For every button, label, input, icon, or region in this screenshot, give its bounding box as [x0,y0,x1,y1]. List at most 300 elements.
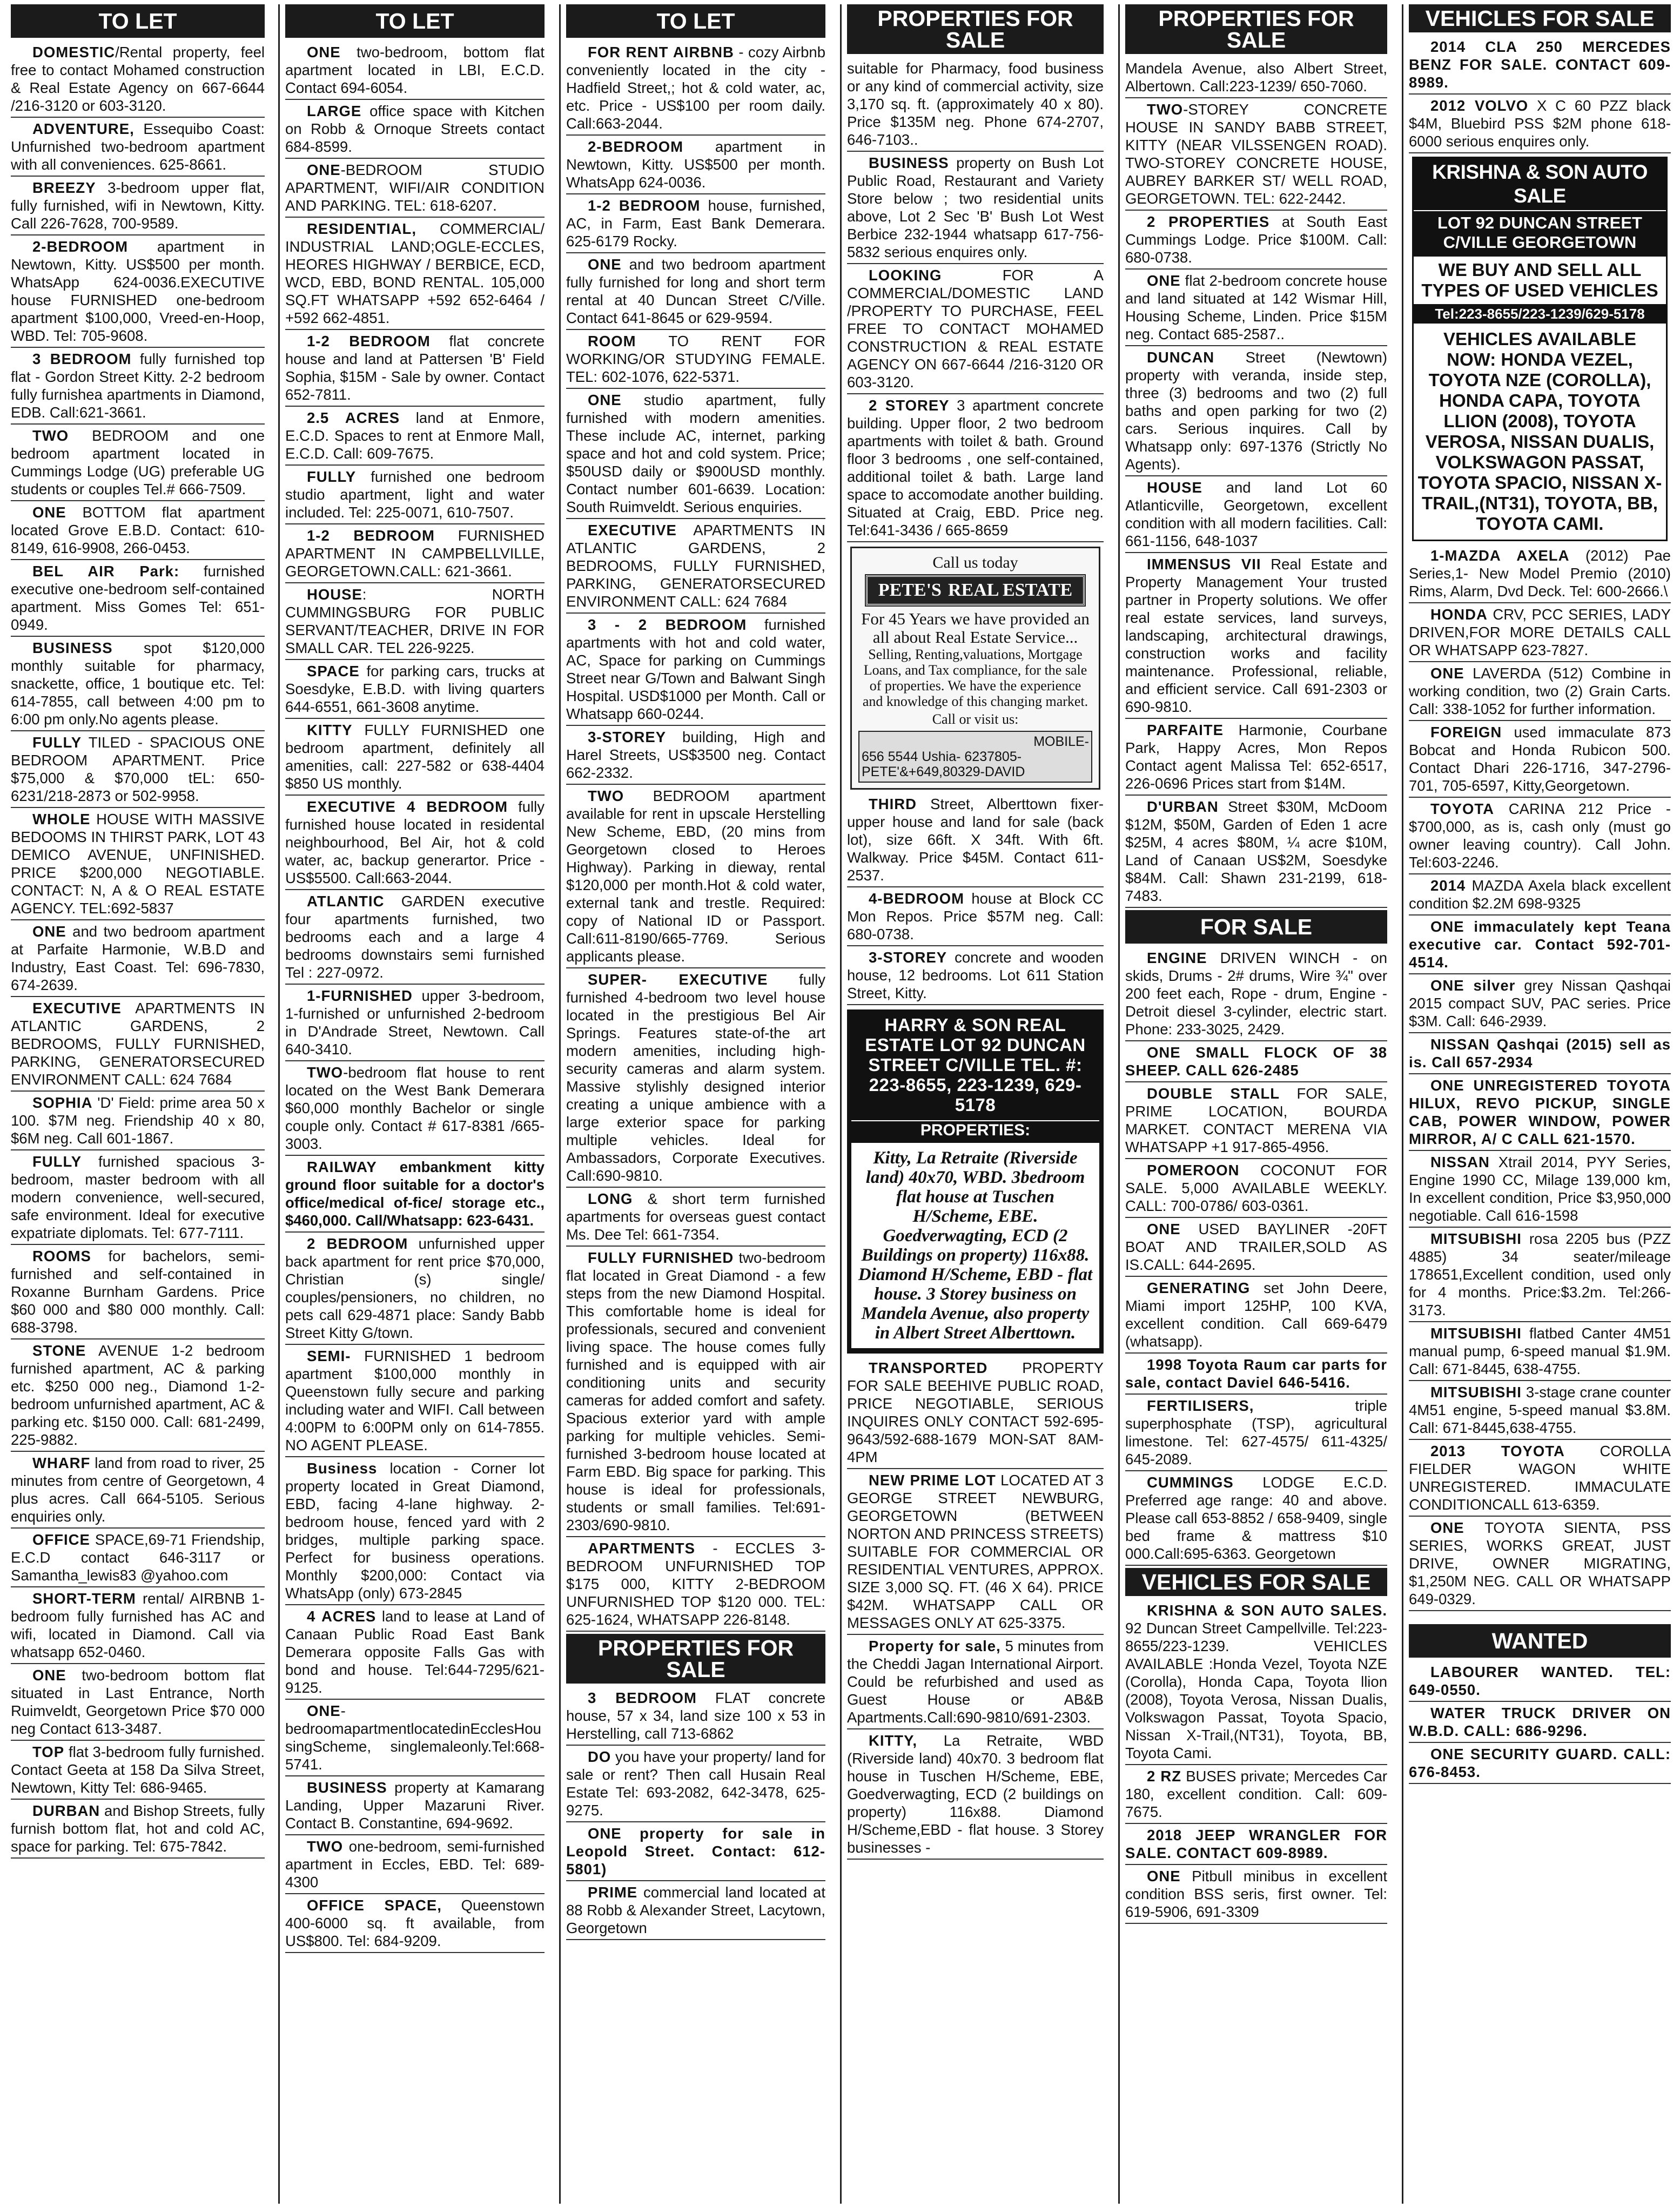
ad-keyword: 2.5 ACRES [307,409,400,426]
column-1 [5,4,270,2204]
ad-text: DRIVEN WINCH - on skids, Drums - 2# drums, Wire ¾" over 200 feet each, Rope - drum, Engine - Detroit diesel 3-cylinder, electric start. Phone: 233-3025, 2429. [1125,950,1387,1038]
classified-ad [11,999,265,1092]
ad-keyword: SEMI- [307,1348,351,1364]
ad-keyword: TOP [32,1743,65,1760]
ad-text: triple superphosphate (TSP), agricultural limestone. Tel: 627-4575/ 611-4325/ 645-2089. [1125,1397,1387,1467]
classified-ad [11,1454,265,1529]
ad-text: APARTMENTS IN ATLANTIC GARDENS, 2 BEDROOMS, FULLY FURNISHED, PARKING, GENERATORSECURED ENVIRONMENT CALL: 624 7684 [11,1000,265,1088]
ad-keyword: APARTMENTS [588,1540,695,1557]
ad-keyword: DURBAN [32,1802,100,1819]
petes-visit: Call or visit us: [932,711,1019,727]
ad-keyword: FOREIGN [1430,724,1502,741]
ad-text: used immaculate 873 Bobcat and Honda Rubicon 500. Contact Dhari 226-1716, 347-2796-701, 705-6597, Kitty,Georgetown. [1409,724,1671,794]
classified-ad [1409,877,1671,915]
classified-ad [566,1249,825,1537]
classified-ad [285,468,545,524]
classified-ad [285,1235,545,1345]
ad-keyword: ONE [307,44,341,60]
classified-ad [1409,1745,1671,1784]
ad-text: COROLLA FIELDER WAGON WHITE UNREGISTERED. IMMACULATE CONDITIONCALL 613-6359. [1409,1443,1671,1513]
ad-text: suitable for Pharmacy, food business or any kind of commercial activity, size 3,170 sq. ft. (approximately 40 x 80). Price $135M neg. Phone 674-2707, 646-7103.. [847,60,1104,148]
ad-keyword: IMMENSUS VII [1147,556,1261,573]
ad-keyword: HOUSE [1147,479,1202,496]
ad-text: FURNISHED 1 bedroom apartment $100,000 monthly in Queenstown fully secure and parking including water and WIFI. Call between 4:00PM to 6:00PM only on 614-7855. NO AGENT PLEASE. [285,1348,545,1453]
ad-keyword: DO [588,1748,611,1765]
ad-keyword: EXECUTIVE [588,522,677,538]
ad-text: and Bishop Streets, fully furnish bottom flat, hot and cold AC, space for parking. Tel: 675-7842. [11,1802,265,1855]
classified-ad [847,59,1104,152]
ad-keyword: Business [307,1460,378,1477]
ad-keyword: ROOM [588,333,636,349]
classified-ad [847,154,1104,264]
ad-text: CARINA 212 Price - $700,000, as is, cash only (must go owner leaving country). Call John. Tel:603-2246. [1409,800,1671,871]
ad-keyword: LONG [588,1190,633,1207]
ad-text: AVENUE 1-2 bedroom furnished apartment, AC & parking etc. $250 000 neg., Diamond 1-2-bedroom unfurnished apartment, AC & parking etc. $150 000. Call: 681-2499, 225-9882. [11,1342,265,1448]
ad-keyword: KITTY, [869,1732,918,1749]
ad-text: for bachelors, semi-furnished and self-contained in Roxanne Burnham Gardens. Price $60 000 and $80 000 monthly. Call: 688-3798. [11,1248,265,1336]
ad-text: fully furnished house located in residental neighbourhood, Bel Air, hot & cold water, ac, backup generartor. Price - US$5500. Call:663-2044. [285,798,545,886]
ad-keyword: GENERATING [1147,1280,1251,1296]
ad-text: X C 60 PZZ black $4M, Bluebird PSS $2M phone 618-6000 serious enquires only. [1409,97,1671,150]
ad-keyword: ONE SECURITY GUARD. CALL: 676-8453. [1409,1746,1671,1780]
ad-keyword: BUSINESS [32,639,113,656]
section-header-wanted: WANTED [1409,1624,1671,1658]
classified-ad [1409,1324,1671,1381]
ad-text: flatbed Canter 4M51 manual pump, 6-speed manual $1.9M. Call: 671-8445, 638-4755. [1409,1325,1671,1377]
column-4 [840,4,1109,2204]
classified-ad [11,923,265,997]
classified-ad [566,971,825,1188]
ad-keyword: TWO [32,427,69,444]
ad-text: LAVERDA (512) Combine in working condition, two (2) Grain Carts. Call: 338-1052 for further information. [1409,665,1671,717]
ad-keyword: 2-BEDROOM [588,138,684,155]
ad-keyword: CUMMINGS [1147,1474,1234,1491]
ad-text: BUSES private; Mercedes Car 180, excellent condition. Call: 609-7675. [1125,1768,1388,1820]
ad-keyword: 1-2 BEDROOM [307,527,435,544]
classified-ad [11,120,265,177]
classified-ad [1125,1161,1387,1218]
krishna-address: LOT 92 DUNCAN STREET C/VILLE GEORGETOWN [1414,210,1666,257]
ad-keyword: ONE [32,1667,66,1684]
classified-ad [847,795,1104,887]
petes-contact-box [858,731,1092,783]
ad-text: -bedroom flat house to rent located on the West Bank Demerara $60,000 monthly Bachelor or single couple only. Contact # 617-8381 /665-3003. [285,1064,545,1152]
classified-ad [1409,1519,1671,1611]
ad-text: CRV, PCC SERIES, LADY DRIVEN,FOR MORE DETAILS CALL OR WHATSAPP 623-7827. [1409,606,1671,658]
classified-ad [285,102,545,159]
ad-text: FLAT concrete house, 57 x 34, land size 100 x 53 in Herstelling, call 713-6862 [566,1689,826,1742]
classified-ad [566,1748,825,1822]
ad-text: house at Block CC Mon Repos. Price $57M neg. Call: 680-0738. [847,890,1104,943]
ad-text: land from road to river, 25 minutes from centre of Georgetown, 4 plus acres. Call 664-5105. Serious enquiries only. [11,1455,265,1525]
ad-keyword: THIRD [869,796,917,812]
section-header-properties-for-sale: PROPERTIES FOR SALE [847,4,1104,54]
ad-keyword: ONE [307,1702,341,1719]
ad-keyword: KRISHNA & SON AUTO SALES. [1147,1602,1387,1619]
classified-ad [11,43,265,118]
ad-list [11,43,265,1859]
classified-ad [11,1666,265,1741]
classified-ad [11,1590,265,1664]
classified-ad [285,662,545,719]
ad-text: 5 minutes from the Cheddi Jagan International Airport. Could be refurbished and used as Guest House or AB&B Apartments.Call:690-9810/691-2303. [847,1638,1104,1726]
classified-ad [1409,664,1671,721]
ad-text: flat 2-bedroom concrete house and land situated at 142 Wismar Hill, Housing Scheme, Linden. Price $15M neg. Contact 685-2587.. [1125,272,1387,342]
ad-text: LODGE E.C.D. Preferred age range: 40 and above. Please call 653-8852 / 658-9409, single bed frame & mattress $10 000.Call:695-6363. Georgetown [1125,1474,1387,1562]
ad-text: COCONUT FOR SALE. 5,000 AVAILABLE WEEKLY. CALL: 700-0786/ 603-0361. [1125,1162,1387,1214]
ad-text: flat 3-bedroom fully furnished. Contact Geeta at 158 Da Silva Street, Newtown, Kitty Tel: 686-9465. [11,1743,265,1796]
classified-ad [1125,949,1387,1041]
petes-line1: For 45 Years we have provided an all about Real Estate Service... [861,609,1090,647]
ad-text: -BEDROOM STUDIO APARTMENT, WIFI/AIR CONDITION AND PARKING. TEL: 618-6207. [285,161,545,214]
ad-keyword: TRANSPORTED [869,1359,988,1376]
ad-text: 92 Duncan Street Campellville. Tel:223-8655/223-1239. VEHICLES AVAILABLE :Honda Vezel, Toyota NZE (Corolla), Honda Capa, Toyota llion (2008), Toyota Verosa, Nissan Dualis, Volkswagon Passat, Toyota Spacio, Nissan X-Trail,(NT31), Toyota, BB, Toyota Cami. [1125,1620,1387,1761]
ad-text: furnished spacious 3-bedroom, master bedroom with all modern convenience, well-secured, safe environment. Ideal for executive expatriate diplomats. Tel: 677-7111. [11,1153,265,1241]
ad-keyword: Property for sale, [869,1638,1001,1654]
classified-ad [11,179,265,235]
ad-text: embankment kitty ground floor suitable for a doctor's office/medical of-fice/ storage etc., $460,000. Call/Whatsapp: 623-6431. [285,1159,545,1229]
ad-text: set John Deere, Miami import 125HP, 100 KVA, excellent condition. Call 669-6479 (whatsapp). [1125,1280,1387,1350]
petes-call: Call us today [932,554,1018,571]
ad-keyword: 4-BEDROOM [869,890,965,907]
ad-text: Queenstown 400-6000 sq. ft available, from US$800. Tel: 684-9209. [285,1897,545,1949]
ad-text: studio apartment, fully furnished with modern amenities. These include AC, internet, parking space and hot and cold system. Price; $50USD daily or $900USD monthly. Contact number 601-6639. Location: South Ruimveldt. Serious enquiries. [566,392,825,515]
ad-text: and two bedroom apartment fully furnished for long and short term rental at 40 Duncan Street C/Ville. Contact 641-8645 or 629-9594. [566,256,825,326]
ad-keyword: ONE [32,504,66,521]
ad-keyword: 2 BEDROOM [307,1235,408,1252]
classified-ad [566,1190,825,1247]
classified-ad [1125,1767,1387,1824]
classified-ad [566,1539,825,1632]
ad-text: 'D' Field: prime area 50 x 100. $7M neg. Friendship 40 x 80, $6M neg. Call 601-1867. [11,1094,265,1147]
classified-ad [847,1732,1104,1860]
classified-ad [11,1531,265,1587]
ad-text: furnished executive one-bedroom self-contained apartment. Miss Gomes Tel: 651-0949. [11,563,265,633]
ad-keyword: NEW PRIME LOT [869,1472,996,1489]
ad-keyword: BUSINESS [869,154,949,171]
classified-ad [1409,1076,1671,1151]
ad-keyword: ONE [1430,665,1464,682]
ad-text: COMMERCIAL/ INDUSTRIAL LAND;OGLE-ECCLES, HEORES HIGHWAY / BERBICE, ECD, WCD, EBD, BOND RENTAL. 105,000 SQ.FT WHATSAPP +592 652-6464 / +592 662-4851. [285,220,545,326]
ad-keyword: KITTY [307,722,353,738]
ad-keyword: TWO [588,787,624,804]
ad-keyword: 2 STOREY [869,397,950,414]
ad-keyword: 3 - 2 BEDROOM [588,616,747,633]
ad-keyword: 2014 [1430,877,1466,894]
classified-ad [566,728,825,785]
ad-text: and land Lot 60 Atlanticville, Georgetown, excellent condition with all modern facilities. Call: 661-1156, 648-1037 [1125,479,1387,549]
ad-text: FOR A COMMERCIAL/DOMESTIC LAND /PROPERTY TO PURCHASE, FEEL FREE TO CONTACT MOHAMED CONSTRUCTION & REAL ESTATE AGENCY ON 667-6644 /216-3120 OR 603-3120. [847,267,1104,391]
classified-ad [285,409,545,466]
ad-keyword: ATLANTIC [307,893,385,910]
classified-ad [11,1743,265,1800]
classified-ad [1409,97,1671,153]
section-header-to-let: TO LET [11,4,265,38]
classified-ad [1125,1397,1387,1471]
classified-ad [11,427,265,501]
section-header-properties-for-sale: PROPERTIES FOR SALE [1125,4,1387,54]
ad-keyword: ONE [307,161,341,178]
classified-ad [285,798,545,890]
ad-keyword: LARGE [307,103,362,119]
ad-text: BEDROOM apartment available for rent in upscale Herstelling New Scheme, EBD, (20 mins from Georgetown closed to Heroes Highway). Parking in dieway, rental $120,000 per month.Hot & cold water, external tank and trestle. Required: copy of National ID or Passport. Call:611-8190/665-7769. Serious applicants please. [566,787,825,965]
petes-real-estate-ad [850,547,1100,790]
ad-list [1125,949,1387,1566]
classified-ad [1125,1279,1387,1354]
ad-text: -bedroomapartmentlocatedinEcclesHousingScheme, singlemaleonly.Tel:668-5741. [285,1702,545,1773]
classified-ad [1125,100,1387,211]
ad-keyword: 3 BEDROOM [588,1689,697,1706]
ad-keyword: MITSUBISHI [1430,1325,1522,1342]
ad-list [1409,1663,1671,1784]
classified-ad [847,890,1104,946]
ad-list [847,1359,1104,1860]
classified-ad [566,332,825,389]
harry-properties: Kitty, La Retraite (Riverside land) 40x70, WBD. 3bedroom flat house at Tuschen H/Scheme, EBE. Goedverwagting, ECD (2 Buildings on property) 116x88. Diamond H/Scheme, EBD - flat house. 3 Storey business on Mandela Avenue, also property in Albert Street Alberttown. [851,1143,1099,1348]
ad-keyword: SUPER- EXECUTIVE [588,971,768,988]
ad-keyword: 2-BEDROOM [32,238,129,255]
ad-text: commercial land located at 88 Robb & Alexander Street, Lacytown, Georgetown [566,1884,826,1936]
ad-text: concrete and wooden house, 12 bedrooms. Lot 611 Station Street, Kitty. [847,949,1104,1001]
ad-keyword: FULLY [307,468,357,485]
ad-keyword: 2012 VOLVO [1430,97,1529,114]
ad-text: house, furnished, AC, in Farm, East Bank Demerara. 625-6179 Rocky. [566,197,826,250]
petes-phones: 656 5544 Ushia- 6237805- [862,749,1022,764]
ad-text: flat concrete house and land at Pattersen 'B' Field Sophia, $15M - Sale by owner. Contact 652-7811. [285,333,545,403]
classified-ad [566,197,825,253]
classified-ad [1125,348,1387,476]
classified-ad [566,391,825,519]
ad-text: - ECCLES 3-BEDROOM UNFURNISHED TOP $175 000, KITTY 2-BEDROOM UNFURNISHED TOP $120 000. TEL: 625-1624, WHATSAPP 226-8148. [566,1540,825,1628]
petes-logo-name: PETE'S [878,580,942,600]
ad-text: BOTTOM flat apartment located Grove E.B.D. Contact: 610-8149, 616-9908, 266-0453. [11,504,265,556]
classified-ad [285,1459,545,1605]
section-header-to-let: TO LET [285,4,545,38]
ad-text: you have your property/ land for sale or rent? Then call Husain Real Estate Tel: 693-2082, 642-3478, 625-9275. [566,1748,825,1819]
ad-text: TILED - SPACIOUS ONE BEDROOM APARTMENT. Price $75,000 & $70,000 tEL: 650-6231/218-2873 or 502-9958. [11,734,265,804]
classified-ad [285,1779,545,1835]
ad-keyword: NISSAN [1430,1154,1490,1170]
ad-keyword: 2 RZ [1147,1768,1182,1785]
classified-ad [1409,1230,1671,1322]
ad-text: Xtrail 2014, PYY Series, Engine 1990 CC, Milage 139,000 km, In excellent condition, Price $3,950,000 negotiable. Call 616-1598 [1409,1154,1671,1224]
classified-ad [566,1883,825,1940]
ad-list [847,795,1104,1005]
classified-ad [1125,213,1387,270]
section-header-for-sale: FOR SALE [1125,910,1387,944]
ad-keyword: NISSAN Qashqai (2015) sell as is. Call 657-2934 [1409,1036,1671,1071]
classified-ad [285,585,545,660]
ad-keyword: RESIDENTIAL, [307,220,416,237]
ad-text: two-bedroom flat located in Great Diamond - a few steps from the new Diamond Hospital. This comfortable home is ideal for professionals, secured and convenient living space. The house comes fully furnished and is equipped with air conditioning units and security cameras for added comfort and safety. Spacious exterior yard with ample parking for multiple vehicles. Semi- furnished 3-bedroom house located at Farm EBD. Big space for parking. This house is ideal for professionals, students or small families. Tel:691-2303/690-9810. [566,1249,825,1533]
ad-keyword: D'URBAN [1147,798,1219,815]
ad-keyword: PRIME [588,1884,638,1901]
ad-text: (2012) Pae Series,1- New Model Premio (2010) Rims, Alarm, Dvd Deck. Tel: 600-2666.\ [1409,547,1671,600]
ad-text: MAZDA Axela black excellent condition $2.2M 698-9325 [1409,877,1671,912]
classified-ad [285,1063,545,1156]
classified-ad [285,1607,545,1700]
ad-keyword: HOUSE [307,586,362,603]
section-header-to-let: TO LET [566,4,825,38]
krishna-phone: Tel:223-8655/223-1239/629-5178 [1414,304,1666,324]
ad-keyword: ONE silver [1430,977,1516,994]
classified-ad [847,1637,1104,1729]
classified-ad [285,43,545,100]
ad-text: building, High and Harel Streets, US$3500 neg. Contact 662-2332. [566,729,825,781]
classified-ad [566,138,825,194]
ad-keyword: OFFICE SPACE, [307,1897,442,1914]
classified-ad [11,503,265,560]
ad-text: & short term furnished apartments for overseas guest contact Ms. Dee Tel: 661-7354. [566,1190,825,1243]
ad-keyword: ONE SMALL FLOCK OF 38 SHEEP. CALL 626-2485 [1125,1044,1387,1079]
ad-keyword: WHARF [32,1455,91,1471]
classified-ad [1125,59,1387,98]
ad-text: land at Enmore, E.C.D. Spaces to rent at Enmore Mall, E.C.D. Call: 609-7675. [285,409,545,462]
harry-properties-label: PROPERTIES: [851,1120,1099,1140]
classified-ad [1409,1704,1671,1743]
ad-text: USED BAYLINER -20FT BOAT AND TRAILER,SOLD AS IS.CALL: 644-2695. [1125,1221,1387,1273]
ad-keyword: 1-MAZDA AXELA [1430,547,1570,564]
classified-ad [285,987,545,1061]
ad-keyword: DOMESTIC [32,44,116,60]
ad-text: FULLY FURNISHED one bedroom apartment, definitely all amenities, call: 227-582 or 638-4404 $850 US monthly. [285,722,545,792]
ad-keyword: FULLY [32,734,82,751]
ad-keyword: LABOURER WANTED. TEL: 649-0550. [1409,1664,1671,1698]
ad-keyword: ONE immaculately kept Teana executive car. Contact 592-701-4514. [1409,918,1671,971]
ad-list [566,43,825,1632]
ad-text: GARDEN executive four apartments furnished, two bedrooms each and a large 4 bedrooms downstairs semi furnished Tel : 227-0972. [285,893,545,981]
ad-text: TO RENT FOR WORKING/OR STUDYING FEMALE. TEL: 602-1076, 622-5371. [566,333,825,385]
ad-text: fully furnished 4-bedroom two level house located in the prestigious Bel Air Springs. Features state-of-the art modern amenities, including high- security cameras and alarm system. Massive stylishly designed interior creating a unique ambience with a large exterior space for parking multiple vehicles. Ideal for Ambassadors, Corporate Executives. Call:690-9810. [566,971,825,1184]
classified-ad [566,43,825,136]
column-3 [559,4,831,2204]
ad-text: two-bedroom, bottom flat apartment located in LBI, E.C.D. Contact 694-6054. [285,44,545,96]
classified-ad [566,255,825,330]
ad-keyword: ENGINE [1147,950,1207,966]
classified-ad [1409,1442,1671,1517]
ad-text: 3-bedroom upper flat, fully furnished, wifi in Newtown, Kitty. Call 226-7628, 700-9589. [11,179,265,232]
classified-ad [11,1153,265,1245]
classified-ad [285,161,545,218]
classified-ad [566,521,825,614]
krishna-buy-sell: WE BUY AND SELL ALL TYPES OF USED VEHICLES [1414,257,1666,304]
ad-text: 3 apartment concrete building. Upper floor, 2 two bedroom apartments with toilet & bath. Ground floor 3 bedrooms , one self-contained, additional toilet & bath. Large land space to accomodate another building. Situated at Craig, EBD. Price neg. Tel:641-3436 / 665-8659 [847,397,1104,538]
classified-ad [847,266,1104,394]
ad-keyword: ONE [1147,1868,1181,1884]
ad-keyword: WATER TRUCK DRIVER ON W.B.D. CALL: 686-9296. [1409,1705,1671,1739]
ad-keyword: FULLY [32,1153,82,1170]
ad-list [1125,59,1387,908]
classified-ad [1125,555,1387,719]
krishna-name: KRISHNA & SON AUTO SALE [1414,158,1666,210]
section-header-vehicles-for-sale: VEHICLES FOR SALE [1409,4,1671,32]
harry-title: HARRY & SON REAL ESTATE LOT 92 DUNCAN STREET C/VILLE TEL. #: 223-8655, 223-1239, 629-5178 [865,1015,1086,1115]
ad-list [1409,547,1671,1611]
ad-text: rosa 2205 bus (PZZ 4885) 34 seater/mileage 178651,Excellent condition, used only for 4 months. Price:$3.2m. Tel:266-3173. [1409,1230,1671,1318]
classified-ad [11,733,265,808]
ad-text: Mandela Avenue, also Albert Street, Albertown. Call:223-1239/ 650-7060. [1125,60,1387,95]
ad-keyword: SHORT-TERM [32,1590,136,1607]
classified-ad [285,1702,545,1776]
petes-line2: Selling, Renting,valuations, Mortgage Loans, and Tax compliance, for the sale of properties. We have the experience and knowledge of this changing market. [862,647,1088,709]
ad-text: property on Bush Lot Public Road, Restaurant and Variety Store below ; two residential units above, Lot 2 Sec 'B' Bush Lot West Berbice 232-1944 whatsapp 617-756-5832 serious enquires only. [847,154,1104,260]
classified-ad [1125,1867,1387,1924]
ad-text: FURNISHED APARTMENT IN CAMPBELLVILLE, GEORGETOWN.CALL: 621-3661. [285,527,545,580]
classified-ad [566,1825,825,1881]
section-header-vehicles-for-sale: VEHICLES FOR SALE [1125,1568,1387,1596]
ad-keyword: ONE property for sale in Leopold Street. Contact: 612-5801) [566,1825,825,1877]
ad-keyword: BREEZY [32,179,96,196]
ad-keyword: TOYOTA [1430,800,1495,817]
ad-keyword: OFFICE [32,1531,90,1548]
ad-text: Pitbull minibus in excellent condition BSS seris, first owner. Tel: 619-5906, 691-3309 [1125,1868,1387,1920]
column-2 [278,4,550,2204]
ad-keyword: FOR RENT AIRBNB [588,44,734,60]
classified-ad [847,948,1104,1005]
ad-text: Street $30M, McDoom $12M, $50M, Garden of Eden 1 acre $25M, 4 acres $80M, ¼ acre $10M, Land of Canaan US$2M, Soesdyke $84M. Call: Shawn 231-2199, 618-7483. [1125,798,1387,904]
petes-mobile: MOBILE- [1033,734,1089,749]
ad-keyword: 4 ACRES [307,1608,377,1625]
column-6 [1402,4,1676,2204]
ad-text: 3-stage crane counter 4M51 engine, 5-speed manual $3.8M. Call: 671-8445,638-4755. [1409,1384,1671,1436]
ad-keyword: ONE [588,392,622,408]
classified-ad [285,527,545,583]
ad-keyword: TWO [307,1064,344,1081]
ad-keyword: TWO [307,1838,344,1855]
petes-logo [866,575,1085,605]
classified-ad [11,1247,265,1339]
ad-text: Essequibo Coast: Unfurnished two-bedroom apartment with all conveniences. 625-8661. [11,120,265,173]
ad-keyword: FULLY FURNISHED [588,1249,734,1266]
ad-keyword: 1998 Toyota Raum car parts for sale, contact Daviel 646-5416. [1125,1356,1387,1391]
ad-text: grey Nissan Qashqai 2015 compact SUV, PAC series. Price $3M. Call: 646-2939. [1409,977,1671,1029]
ad-keyword: ONE [32,923,66,940]
ad-text: furnished apartments with hot and cold water, AC, Space for parking on Cummings Street near G/Town and Balwant Singh Hospital. USD$1000 per Month. Call or Whatsapp 660-0244. [566,616,825,722]
classified-ad [1125,1356,1387,1395]
harry-and-son-ad [847,1009,1104,1354]
ad-text: spot $120,000 monthly suitable for pharmacy, snackette, office, 1 boutique etc. Tel: 614-7855, call between 4:00 pm to 6:00 pm only.No agents please. [11,639,265,728]
classified-ad [11,238,265,348]
ad-text: furnished one bedroom studio apartment, light and water included. Tel: 225-0071, 610-7507. [285,468,545,521]
ad-keyword: MITSUBISHI [1430,1384,1522,1401]
krishna-auto-ad [1412,157,1668,541]
classified-ad [285,1837,545,1894]
classified-ad [1125,479,1387,553]
classified-ad [285,892,545,985]
ad-text: TOYOTA SIENTA, PSS SERIES, WORKS GREAT, JUST DRIVE, OWNER MIGRATING, $1,250M NEG. CALL OR WHATSAPP 649-0329. [1409,1519,1671,1607]
ad-text: -STOREY CONCRETE HOUSE IN SANDY BABB STREET, KITTY (NEAR VILSSENGEN ROAD). TWO-STOREY CONCRETE HOUSE, AUBREY BARKER ST/ WELL ROAD, GEORGETOWN. TEL: 622-2442. [1125,101,1387,207]
ad-keyword: FERTILISERS, [1147,1397,1254,1414]
ad-keyword: 1-2 BEDROOM [307,333,431,349]
ad-keyword: 1-2 BEDROOM [588,197,701,214]
ad-text: BEDROOM and one bedroom apartment located in Cummings Lodge (UG) preferable UG students or couples Tel.# 666-7509. [11,427,265,497]
ad-keyword: 3-STOREY [588,729,667,745]
ad-list [1125,1601,1387,1924]
classified-ad [1409,918,1671,974]
section-header-properties-for-sale: PROPERTIES FOR SALE [566,1634,825,1684]
classified-ad [11,562,265,637]
ad-keyword: ADVENTURE, [32,120,135,137]
ad-keyword: WHOLE [32,811,91,827]
ad-list [566,1689,825,1940]
ad-text: unfurnished upper back apartment for rent price $70,000, Christian (s) single/ couples/pensioners, no children, no pets call 629-4871 place: Sandy Babb Street Kitty G/town. [285,1235,545,1341]
ad-text: /Rental property, feel free to contact Mohamed construction & Real Estate Agency on 667-6644 /216-3120 or 603-3120. [11,44,265,114]
classified-ad [566,616,825,726]
ad-keyword: DOUBLE STALL [1147,1085,1280,1102]
classified-ad [566,787,825,968]
classified-ad [1409,605,1671,662]
classified-ad [847,396,1104,542]
